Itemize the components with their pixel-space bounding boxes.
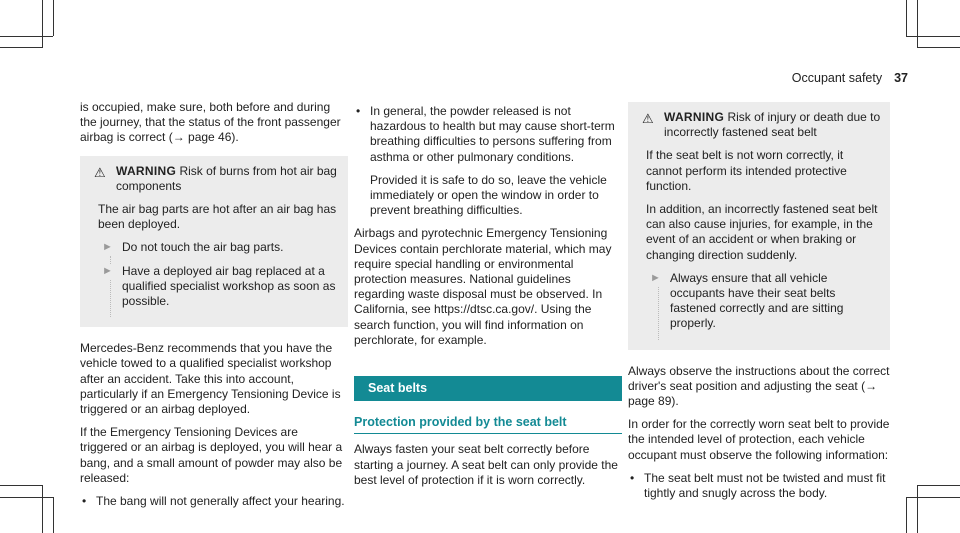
- column-middle: [354, 100, 622, 496]
- warning-triangle-icon: ⚠: [94, 164, 106, 180]
- warning-label: WARNING: [116, 163, 177, 178]
- column-right: [628, 100, 890, 509]
- warning-heading: Risk of injury or death due to incorrectly fastened seat belt: [664, 110, 881, 140]
- list-item: [628, 471, 890, 501]
- warning-body: [92, 202, 340, 309]
- crop-mark: [0, 36, 53, 37]
- crop-mark: [917, 47, 960, 48]
- crop-mark: [917, 485, 918, 533]
- subsection-heading: Protection provided by the seat belt: [354, 415, 622, 434]
- paragraph: Airbags and pyrotechnic Emergency Tensioning Devices contain perchlorate material, which may require special handling or environmental protection measures. National guidelines regarding waste disposal must be observed. In California, see https://dtsc.ca.gov/. Using the search function, you will find information on perchlorate, for example.: [354, 226, 612, 347]
- crop-mark: [42, 0, 43, 48]
- warning-step: [98, 264, 340, 310]
- warning-box-seat-belt: [628, 102, 890, 350]
- step-text: Have a deployed air bag replaced at a qualified specialist workshop as soon as possible.: [122, 263, 336, 309]
- paragraph: Always observe the instructions about the correct driver's seat position and adjusting the seat (→ page 89).: [628, 363, 890, 409]
- list-item: [354, 104, 622, 165]
- bullet-icon: •: [82, 494, 87, 509]
- step-text: Do not touch the air bag parts.: [122, 240, 284, 255]
- list-item-text: In general, the powder released is not hazardous to health but may cause short-term breathing difficulties to persons suffering from asthma or other pulmonary conditions.: [370, 104, 615, 164]
- list-item: [80, 494, 348, 509]
- paragraph: is occupied, make sure, both before and during the journey, that the status of the front passenger airbag is correct (→ page 46).: [80, 100, 341, 145]
- bullet-icon: •: [356, 104, 361, 118]
- bullet-icon: •: [630, 470, 635, 485]
- crop-mark: [42, 485, 43, 533]
- step-arrow-icon: ►: [102, 264, 113, 277]
- step-arrow-icon: ►: [102, 241, 113, 254]
- paragraph: Mercedes-Benz recommends that you have the vehicle towed to a qualified specialist workshop after an accident. Take this into account, particularly if an Emergency Tensioning Device is triggered or an airbag deployed.: [80, 341, 341, 417]
- crop-mark: [906, 497, 907, 533]
- step-arrow-icon: ►: [650, 271, 661, 284]
- crop-mark: [53, 497, 54, 533]
- column-left: [80, 100, 348, 517]
- warning-box-burns: [80, 156, 348, 328]
- list-item-text: The seat belt must not be twisted and must fit tightly and snugly across the body.: [644, 470, 886, 501]
- warning-text: If the seat belt is not worn correctly, it cannot perform its intended protective function.: [646, 148, 847, 193]
- section-heading: Seat belts: [354, 376, 622, 401]
- crop-mark: [0, 497, 53, 498]
- crop-mark: [917, 485, 960, 486]
- warning-text: In addition, an incorrectly fastened seat belt can also cause injuries, for example, in the event of an accident or when braking or changing direction suddenly.: [646, 202, 878, 262]
- warning-title: [640, 110, 882, 140]
- warning-heading: Risk of burns from hot air bag components: [116, 163, 337, 193]
- warning-title: [92, 164, 340, 194]
- step-text: Always ensure that all vehicle occupants have their seat belts fastened correctly and are sitting properly.: [670, 270, 844, 331]
- warning-body: [640, 148, 882, 331]
- list-item-subtext: Provided it is safe to do so, leave the vehicle immediately or open the window in order to prevent breathing difficulties.: [370, 172, 607, 218]
- page-header: [792, 71, 908, 85]
- warning-step: [646, 271, 882, 332]
- header-title: Occupant safety: [791, 71, 883, 85]
- list-item-text: The bang will not generally affect your hearing.: [96, 494, 345, 509]
- page-number: 37: [894, 71, 908, 85]
- crop-mark: [917, 0, 918, 48]
- warning-label: WARNING: [664, 110, 725, 124]
- paragraph: Always fasten your seat belt correctly before starting a journey. A seat belt can only provide the best level of protection if it is worn correctly.: [354, 442, 618, 487]
- crop-mark: [0, 47, 42, 48]
- crop-mark: [906, 0, 907, 36]
- warning-triangle-icon: ⚠: [642, 111, 654, 126]
- warning-text: The air bag parts are hot after an air bag has been deployed.: [98, 202, 337, 232]
- warning-step: [98, 240, 340, 255]
- paragraph: If the Emergency Tensioning Devices are triggered or an airbag is deployed, you will hear a bang, and a small amount of powder may also be released:: [80, 425, 343, 485]
- paragraph: In order for the correctly worn seat belt to provide the intended level of protection, each vehicle occupant must observe the following information:: [628, 417, 890, 462]
- crop-mark: [906, 497, 960, 498]
- crop-mark: [53, 0, 54, 36]
- crop-mark: [906, 36, 960, 37]
- crop-mark: [0, 485, 42, 486]
